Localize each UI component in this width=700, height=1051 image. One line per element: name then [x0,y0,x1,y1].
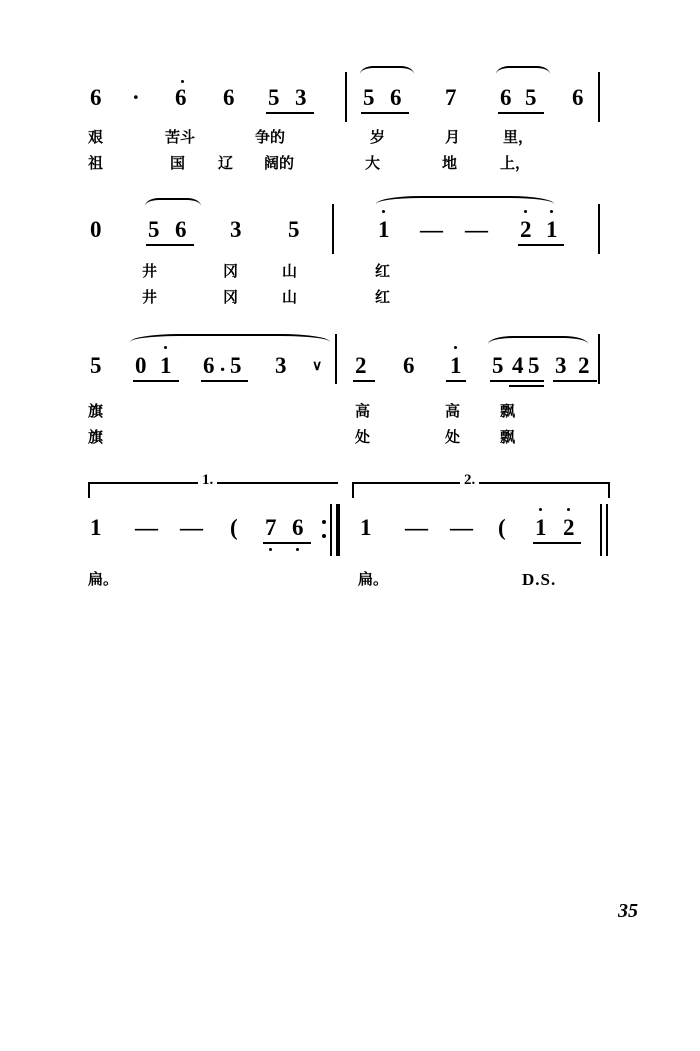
beam [201,380,248,382]
note: 6 [203,353,215,378]
note: 5 [288,217,300,242]
lyric: 处 [445,428,461,446]
octave-dot [539,508,542,511]
note: 1 [360,515,372,540]
beam [498,112,544,114]
note: 6 [292,515,304,540]
lyric: 扁。 [358,570,389,588]
notes-row-1 [60,78,640,122]
beam [533,542,581,544]
note: 1 [90,515,102,540]
ending-bracket-2 [352,482,610,498]
lyric-line-1a [60,122,640,152]
lyric: 艰 [88,128,104,146]
note: 2 [520,217,532,242]
note: 0 [135,353,147,378]
barline [598,204,600,254]
notes-row-2 [60,210,640,254]
lyric: 里， [503,128,534,146]
notes-row-4a [60,504,640,548]
lyric-line-2b [60,284,640,314]
beam [353,380,375,382]
lyric: 飘 [500,402,516,420]
final-thin-bar [606,504,608,556]
lyric-line-1b [60,152,640,182]
note: 6 [500,85,512,110]
barline [345,72,347,122]
lyric: 大 [365,154,381,172]
repeat-dots [322,520,326,542]
lyric: 山 [282,288,298,306]
lyric: 辽 [218,154,234,172]
octave-dot [454,346,457,349]
lyric: 地 [442,154,458,172]
ending-number-1: 1. [198,473,217,488]
note: 1 [378,217,390,242]
barline [335,334,337,384]
note: 3 [230,217,242,242]
beam [518,244,564,246]
beam [266,112,314,114]
notes-row-3 [60,340,640,384]
note: 3 [555,353,567,378]
music-system-4 [60,472,640,589]
barline [332,204,334,254]
lyric: 井 [142,262,158,280]
slur [145,198,201,214]
beam [553,380,597,382]
lyric: 争的 [255,128,286,146]
repeat-thin-bar [330,504,332,556]
lyric: 扁。 [88,570,119,588]
beam [361,112,409,114]
note: 7 [265,515,277,540]
beam [133,380,179,382]
slur [488,336,588,352]
ds-marking: D.S. [522,570,557,589]
slur [130,334,330,350]
final-thin-bar [600,504,602,556]
repeat-thick-bar [336,504,340,556]
page-number: 35 [618,900,638,922]
sustain-dash: — [465,217,488,242]
duration-dot: . [220,352,226,376]
lyric: 高 [355,402,371,420]
note: 1 [546,217,558,242]
note: 5 [363,85,375,110]
beam [263,542,311,544]
note: 1 [535,515,547,540]
note: 5 [230,353,242,378]
note: 5 [268,85,280,110]
lyric-line-3a [60,384,640,420]
note: 2 [563,515,575,540]
lyric: 红 [375,288,391,306]
lyric: 旗 [88,402,104,420]
music-system-1 [60,78,640,182]
lyric: 冈 [223,288,239,306]
slur [360,66,414,82]
note: 3 [295,85,307,110]
note: 2 [578,353,590,378]
open-paren: ( [230,515,238,540]
lyric: 苦斗 [165,128,196,146]
note: 2 [355,353,367,378]
beam [490,380,544,382]
duration-dot: · [132,85,140,110]
lyric: 月 [445,128,461,146]
sustain-dash: — [450,515,473,540]
note: 5 [525,85,537,110]
note: 0 [90,217,102,242]
lyric: 高 [445,402,461,420]
music-system-3 [60,340,640,444]
lyric: 飘 [500,428,516,446]
note: 7 [445,85,457,110]
lyric: 国 [170,154,186,172]
note: 5 [528,353,540,378]
octave-dot [550,210,553,213]
breath-mark: ∨ [312,359,323,374]
note: 5 [90,353,102,378]
sustain-dash: — [180,515,203,540]
note: 6 [390,85,402,110]
lyric: 阔的 [264,154,295,172]
slur [496,66,550,82]
note: 1 [450,353,462,378]
lyric: 上， [500,154,531,172]
note: 6 [90,85,102,110]
lyric: 红 [375,262,391,280]
note: 5 [148,217,160,242]
lyric-line-3b [60,414,640,444]
lyric-line-4 [60,550,640,589]
ending-number-2: 2. [460,473,479,488]
beam [146,244,194,246]
barline [598,72,600,122]
note: 1 [160,353,172,378]
music-system-2 [60,210,640,314]
barline [598,334,600,384]
octave-dot [181,80,184,83]
lyric: 旗 [88,428,104,446]
lyric: 岁 [370,128,386,146]
open-paren: ( [498,515,506,540]
octave-dot [382,210,385,213]
lyric: 井 [142,288,158,306]
lyric: 祖 [88,154,104,172]
sustain-dash: — [420,217,443,242]
sustain-dash: — [405,515,428,540]
note: 5 [492,353,504,378]
slur [376,196,554,212]
lyric-line-2a [60,254,640,284]
beam [446,380,466,382]
note: 6 [403,353,415,378]
lyric: 处 [355,428,371,446]
lyric: 山 [282,262,298,280]
octave-dot [567,508,570,511]
note: 3 [275,353,287,378]
lyric: 冈 [223,262,239,280]
sustain-dash: — [135,515,158,540]
note: 6 [175,217,187,242]
note: 4 [512,353,524,378]
note: 6 [223,85,235,110]
note: 6 [175,85,187,110]
note: 6 [572,85,584,110]
